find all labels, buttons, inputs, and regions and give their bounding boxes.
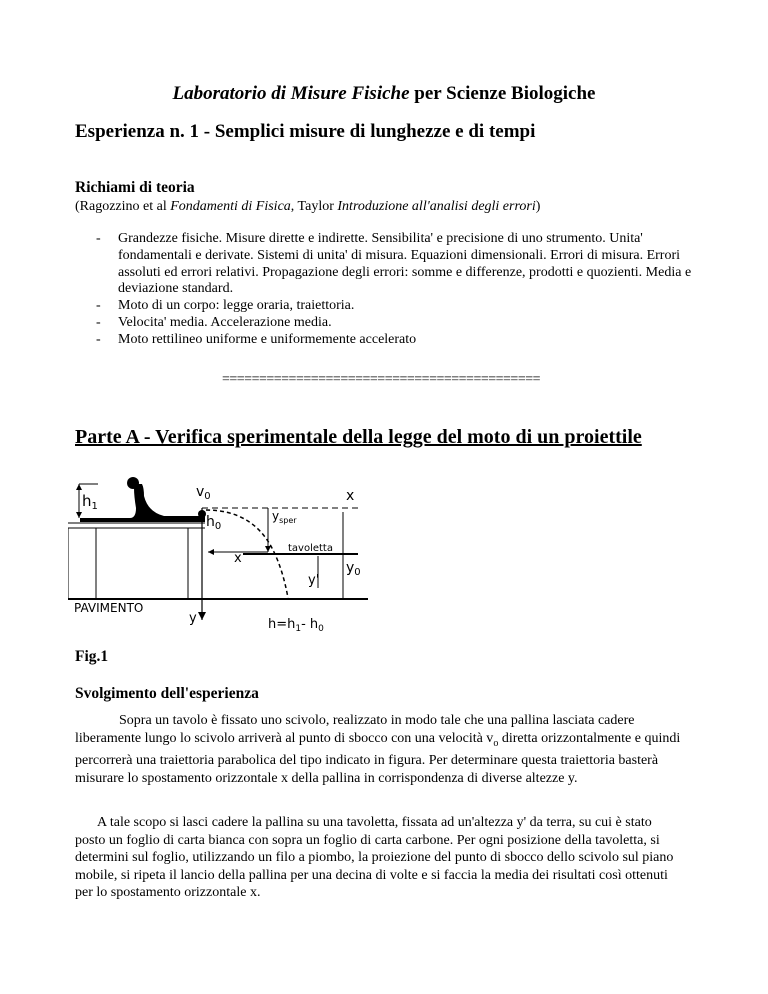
ball-icon <box>127 477 139 489</box>
refs-book2: Introduzione all'analisi degli errori <box>337 199 536 214</box>
projectile-diagram <box>68 470 368 640</box>
ysper-label: $y_{sper}$ <box>272 509 297 525</box>
dash-marker: - <box>96 298 101 314</box>
svolgimento-heading: Svolgimento dell'esperienza <box>75 685 259 702</box>
esperienza-heading: Esperienza n. 1 - Semplici misure di lunghezze e di tempi <box>75 121 536 142</box>
v0-label: $v_0$ <box>196 484 211 502</box>
figure-caption: Fig.1 <box>75 648 109 665</box>
y-axis-label: y <box>189 611 197 626</box>
h0-label: $h_0$ <box>206 514 222 532</box>
separator-line: =========================================== <box>222 372 541 387</box>
x-mid-arrow-icon <box>208 549 214 555</box>
parte-a-heading: Parte A - Verifica sperimentale della legge del moto di un proiettile <box>75 426 642 448</box>
pavimento-label: PAVIMENTO <box>74 601 144 615</box>
list-item <box>96 231 696 298</box>
y0-label: $y_0$ <box>346 560 361 578</box>
h1-arrow-icon <box>76 512 82 518</box>
tavoletta-label: tavoletta <box>288 543 333 554</box>
h1-label: $h_1$ <box>82 492 98 512</box>
dash-marker: - <box>96 331 101 347</box>
list-item <box>96 298 696 315</box>
refs-book1: Fondamenti di Fisica <box>170 199 291 214</box>
list-item <box>96 315 696 332</box>
ysper-arrow-icon <box>265 546 271 552</box>
paragraph-1-text-a: Sopra un tavolo è fissato uno scivolo, realizzato in modo tale che una pallina lasciata cadere liberamente lungo lo scivolo arriverà al punto di sbocco con una velocità v <box>75 713 635 746</box>
list-item-text: Grandezze fisiche. Misure dirette e indirette. Sensibilita' e precisione di uno strumento. Unita' fondamentali e derivate. Sistemi di unita' di misura. Equazioni dimensionali. Errori di misura. Errori assoluti ed errori relativi. Propagazione degli errori: somme e differenze, prodotti e quozienti. Media e deviazione standard. <box>118 231 692 297</box>
paragraph-1-text-b: diretta orizzontalmente e quindi percorrerà una traiettoria parabolica del tipo indicato in figura. Per determinare questa traiettoria basterà misurare lo spostamento orizzontale x della pallina in corrispondenza di diverse altezze y. <box>75 730 681 786</box>
references-line <box>75 199 540 215</box>
refs-mid: , Taylor <box>290 199 338 214</box>
title-rest: per Scienze Biologiche <box>409 83 596 104</box>
title-italic: Laboratorio di Misure Fisiche <box>172 83 410 104</box>
theory-list <box>96 231 696 349</box>
paragraph-2: A tale scopo si lasci cadere la pallina su una tavoletta, fissata ad un'altezza y' da terra, su cui è stato posto un foglio di carta bianca con sopra un foglio di carta carbone. Per ogni posizione della tavoletta, si determini sul foglio, utilizzando un filo a piombo, la proiezione del punto di sbocco dello scivolo sul piano mobile, si ripeta il lancio della pallina per una decina di volte e si faccia la media dei risultati così ottenuti per lo spostamento orizzontale x. <box>75 815 674 901</box>
list-item <box>96 332 696 349</box>
page-title <box>0 83 768 105</box>
h1-arrow-icon <box>76 484 82 490</box>
refs-close: ) <box>535 199 541 214</box>
x-mid-label: x <box>234 551 242 566</box>
x-axis-label: x <box>346 488 355 504</box>
list-item-text: Moto rettilineo uniforme e uniformemente accelerato <box>118 331 417 347</box>
velocity-subscript: o <box>493 737 499 749</box>
list-item-text: Velocita' media. Accelerazione media. <box>118 314 332 330</box>
list-item-text: Moto di un corpo: legge oraria, traiettoria. <box>118 298 355 314</box>
richiami-heading: Richiami di teoria <box>75 179 195 196</box>
ramp-shape <box>80 484 205 522</box>
dash-marker: - <box>96 231 101 246</box>
dash-marker: - <box>96 314 101 330</box>
paragraph-1 <box>75 712 685 787</box>
height-formula: $h=h_1-$ $h_0$ <box>268 617 324 634</box>
refs-open: (Ragozzino et al <box>75 199 171 214</box>
yprime-label: y' <box>308 573 320 588</box>
y-axis-arrow-icon <box>198 612 206 620</box>
